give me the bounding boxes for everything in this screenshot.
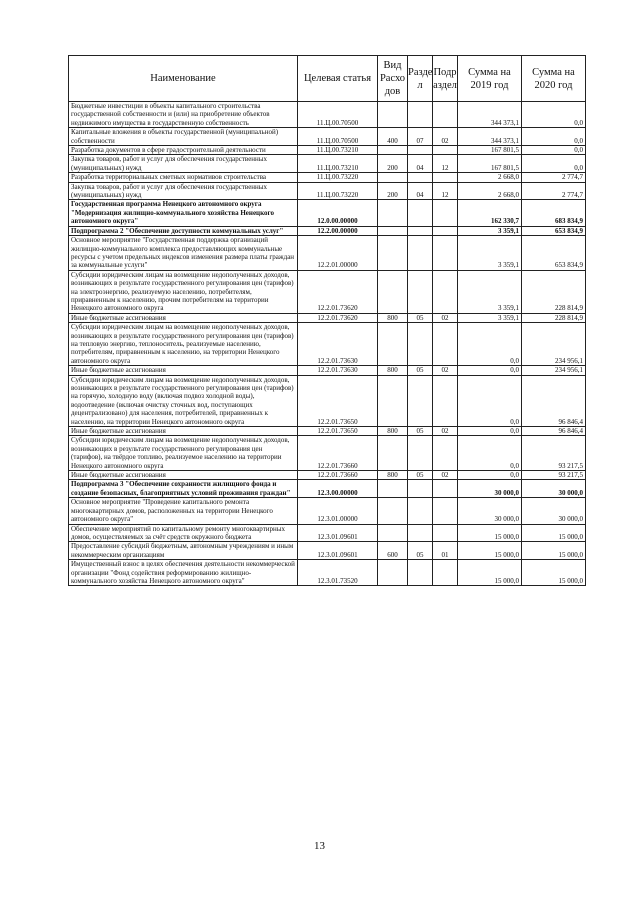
row-section (408, 436, 433, 471)
row-target-code: 12.2.01.73620 (298, 270, 378, 313)
row-sum-2020: 30 000,0 (522, 480, 586, 498)
row-sum-2020: 228 814,9 (522, 313, 586, 322)
table-row (69, 427, 586, 436)
row-subsection (433, 375, 458, 426)
table-row (69, 524, 586, 542)
row-target-code: 12.0.00.00000 (298, 200, 378, 226)
budget-table (68, 55, 586, 586)
row-expense-type: 800 (378, 427, 408, 436)
row-name: Государственная программа Ненецкого автономного округа "Модернизация жилищно-коммунального хозяйства Ненецкого автономного округа" (69, 200, 298, 226)
row-name: Имущественный взнос в целях обеспечения деятельности некоммерческой организации "Фонд содействия реформированию жилищно-коммунального хозяйства Ненецкого автономного округа" (69, 560, 298, 586)
row-sum-2019: 2 668,0 (458, 173, 522, 182)
row-expense-type (378, 498, 408, 524)
row-subsection (433, 323, 458, 366)
row-section (408, 173, 433, 182)
row-section (408, 236, 433, 271)
row-section (408, 480, 433, 498)
row-target-code: 11.Ц.00.73220 (298, 182, 378, 200)
header-razdel: Разде л (408, 56, 433, 102)
row-subsection: 01 (433, 542, 458, 560)
row-expense-type (378, 436, 408, 471)
row-section (408, 270, 433, 313)
row-section: 05 (408, 313, 433, 322)
row-sum-2020: 2 774,7 (522, 173, 586, 182)
table-row (69, 226, 586, 235)
table-header (69, 56, 586, 102)
header-vr: Вид Расхо дов (378, 56, 408, 102)
row-section: 05 (408, 471, 433, 480)
row-target-code: 11.Ц.00.70500 (298, 102, 378, 128)
row-sum-2019: 30 000,0 (458, 480, 522, 498)
row-name: Иные бюджетные ассигнования (69, 313, 298, 322)
row-expense-type: 400 (378, 128, 408, 146)
row-subsection (433, 524, 458, 542)
row-sum-2020: 0,0 (522, 128, 586, 146)
row-sum-2019: 15 000,0 (458, 560, 522, 586)
table-row (69, 313, 586, 322)
table-row (69, 146, 586, 155)
row-subsection (433, 226, 458, 235)
row-name: Субсидии юридическим лицам на возмещение недополученных доходов, возникающих в результате государственного регулирования цен (тарифов) на горячую, холодную воду (включая подвоз холодной воды), водоотведение (включая очистку сточных вод, поступающих децентрализовано) для населения, потребителей, приравненных к населению, на территории Ненецкого автономного округа (69, 375, 298, 426)
header-target: Целевая статья (298, 56, 378, 102)
row-expense-type (378, 173, 408, 182)
row-subsection: 12 (433, 155, 458, 173)
table-row (69, 323, 586, 366)
row-subsection (433, 146, 458, 155)
row-target-code: 11.Ц.00.70500 (298, 128, 378, 146)
row-sum-2020: 93 217,5 (522, 471, 586, 480)
row-sum-2019: 167 801,5 (458, 155, 522, 173)
row-target-code: 11.Ц.00.73220 (298, 173, 378, 182)
row-name: Основное мероприятие "Государственная поддержка организаций жилищно-коммунального комплекса предоставляющих коммунальные ресурсы с учетом предельных индексов изменения размера платы граждан за коммунальные услуги" (69, 236, 298, 271)
row-subsection (433, 200, 458, 226)
table-body (69, 102, 586, 586)
row-subsection: 02 (433, 313, 458, 322)
table-row (69, 102, 586, 128)
row-section (408, 498, 433, 524)
row-expense-type (378, 560, 408, 586)
row-subsection: 02 (433, 366, 458, 375)
row-sum-2019: 2 668,0 (458, 182, 522, 200)
row-target-code: 12.2.01.73660 (298, 436, 378, 471)
row-section (408, 560, 433, 586)
row-sum-2019: 344 373,1 (458, 128, 522, 146)
row-section: 05 (408, 366, 433, 375)
row-section (408, 375, 433, 426)
row-sum-2020: 2 774,7 (522, 182, 586, 200)
row-target-code: 12.3.01.09601 (298, 542, 378, 560)
row-name: Иные бюджетные ассигнования (69, 471, 298, 480)
row-sum-2020: 234 956,1 (522, 366, 586, 375)
row-expense-type (378, 146, 408, 155)
header-sum-2020: Сумма на 2020 год (522, 56, 586, 102)
row-sum-2019: 344 373,1 (458, 102, 522, 128)
row-expense-type: 600 (378, 542, 408, 560)
row-sum-2019: 15 000,0 (458, 542, 522, 560)
row-target-code: 11.Ц.00.73210 (298, 146, 378, 155)
row-sum-2020: 96 846,4 (522, 427, 586, 436)
row-subsection: 02 (433, 128, 458, 146)
row-sum-2020: 683 834,9 (522, 200, 586, 226)
table-row (69, 375, 586, 426)
row-name: Подпрограмма 3 "Обеспечение сохранности жилищного фонда и создание безопасных, благоприятных условий проживания граждан" (69, 480, 298, 498)
row-target-code: 12.2.01.73650 (298, 427, 378, 436)
header-podrazdel: Подр аздел (433, 56, 458, 102)
row-sum-2019: 0,0 (458, 366, 522, 375)
row-expense-type (378, 375, 408, 426)
row-expense-type (378, 270, 408, 313)
row-name: Иные бюджетные ассигнования (69, 366, 298, 375)
table-row (69, 498, 586, 524)
row-expense-type (378, 236, 408, 271)
row-expense-type: 200 (378, 182, 408, 200)
row-expense-type: 800 (378, 313, 408, 322)
row-name: Подпрограмма 2 "Обеспечение доступности коммунальных услуг" (69, 226, 298, 235)
row-sum-2019: 0,0 (458, 471, 522, 480)
table-row (69, 182, 586, 200)
row-subsection (433, 498, 458, 524)
row-subsection (433, 480, 458, 498)
row-section: 05 (408, 427, 433, 436)
row-expense-type (378, 480, 408, 498)
row-target-code: 12.3.01.73520 (298, 560, 378, 586)
row-section: 05 (408, 542, 433, 560)
row-section (408, 226, 433, 235)
row-expense-type: 200 (378, 155, 408, 173)
row-subsection: 02 (433, 427, 458, 436)
row-section (408, 524, 433, 542)
row-name: Субсидии юридическим лицам на возмещение недополученных доходов, возникающих в результате государственного регулирования цен (тарифов), на твёрдое топливо, реализуемое населению на территории Ненецкого автономного округа (69, 436, 298, 471)
table-row (69, 270, 586, 313)
row-name: Разработка территориальных сметных нормативов строительства (69, 173, 298, 182)
row-sum-2019: 3 359,1 (458, 270, 522, 313)
row-target-code: 11.Ц.00.73210 (298, 155, 378, 173)
table-row (69, 542, 586, 560)
table-row (69, 236, 586, 271)
table-row (69, 560, 586, 586)
row-sum-2019: 3 359,1 (458, 236, 522, 271)
row-name: Субсидии юридическим лицам на возмещение недополученных доходов, возникающих в результате государственного регулирования цен (тарифов) на электроэнергию, реализуемую населению, потребителям, приравненным к населению, прочим потребителям на территории Ненецкого автономного округа (69, 270, 298, 313)
row-sum-2020: 653 834,9 (522, 236, 586, 271)
row-sum-2020: 15 000,0 (522, 560, 586, 586)
row-sum-2019: 167 801,5 (458, 146, 522, 155)
row-name: Разработка документов в сфере градостроительной деятельности (69, 146, 298, 155)
row-sum-2020: 0,0 (522, 146, 586, 155)
row-sum-2019: 15 000,0 (458, 524, 522, 542)
row-sum-2020: 0,0 (522, 155, 586, 173)
row-sum-2019: 0,0 (458, 436, 522, 471)
row-subsection (433, 102, 458, 128)
row-target-code: 12.3.01.00000 (298, 498, 378, 524)
row-sum-2020: 653 834,9 (522, 226, 586, 235)
row-section: 04 (408, 182, 433, 200)
row-sum-2019: 162 330,7 (458, 200, 522, 226)
row-name: Субсидии юридическим лицам на возмещение недополученных доходов, возникающих в результате государственного регулирования цен (тарифов) на тепловую энергию, теплоноситель, реализуемые населению, потребителям, приравненным к населению, на территории Ненецкого автономного округа (69, 323, 298, 366)
page-number: 13 (314, 840, 325, 852)
row-name: Обеспечение мероприятий по капитальному ремонту многоквартирных домов, осуществляемых за счёт средств окружного бюджета (69, 524, 298, 542)
row-sum-2020: 234 956,1 (522, 323, 586, 366)
row-subsection (433, 270, 458, 313)
row-sum-2020: 30 000,0 (522, 498, 586, 524)
row-expense-type (378, 524, 408, 542)
table-row (69, 366, 586, 375)
row-subsection (433, 173, 458, 182)
row-subsection: 12 (433, 182, 458, 200)
row-expense-type (378, 102, 408, 128)
row-sum-2019: 3 359,1 (458, 313, 522, 322)
row-target-code: 12.2.01.00000 (298, 236, 378, 271)
row-sum-2020: 15 000,0 (522, 524, 586, 542)
table-row (69, 155, 586, 173)
row-target-code: 12.3.00.00000 (298, 480, 378, 498)
row-expense-type: 800 (378, 366, 408, 375)
table-row (69, 200, 586, 226)
row-name: Основное мероприятие "Проведение капитального ремонта многоквартирных домов, расположенных на территории Ненецкого автономного округа" (69, 498, 298, 524)
row-name: Иные бюджетные ассигнования (69, 427, 298, 436)
row-expense-type (378, 200, 408, 226)
row-target-code: 12.2.01.73630 (298, 323, 378, 366)
table-row (69, 128, 586, 146)
header-sum-2019: Сумма на 2019 год (458, 56, 522, 102)
row-sum-2020: 228 814,9 (522, 270, 586, 313)
row-name: Закупка товаров, работ и услуг для обеспечения государственных (муниципальных) нужд (69, 155, 298, 173)
row-target-code: 12.2.01.73650 (298, 375, 378, 426)
row-name: Бюджетные инвестиции в объекты капитального строительства государственной собственности и (или) на приобретение объектов недвижимого имущества в государственную собственность (69, 102, 298, 128)
row-expense-type (378, 226, 408, 235)
row-sum-2020: 15 000,0 (522, 542, 586, 560)
row-target-code: 12.2.01.73630 (298, 366, 378, 375)
row-sum-2020: 0,0 (522, 102, 586, 128)
row-target-code: 12.2.01.73620 (298, 313, 378, 322)
row-sum-2019: 0,0 (458, 323, 522, 366)
row-sum-2019: 3 359,1 (458, 226, 522, 235)
row-subsection (433, 560, 458, 586)
row-section (408, 200, 433, 226)
row-target-code: 12.2.01.73660 (298, 471, 378, 480)
row-sum-2020: 93 217,5 (522, 436, 586, 471)
row-subsection (433, 236, 458, 271)
row-target-code: 12.2.00.00000 (298, 226, 378, 235)
row-sum-2019: 30 000,0 (458, 498, 522, 524)
row-sum-2019: 0,0 (458, 375, 522, 426)
row-expense-type (378, 323, 408, 366)
row-section (408, 146, 433, 155)
row-target-code: 12.3.01.09601 (298, 524, 378, 542)
row-name: Предоставление субсидий бюджетным, автономным учреждениям и иным некоммерческим организациям (69, 542, 298, 560)
row-sum-2020: 96 846,4 (522, 375, 586, 426)
table-row (69, 480, 586, 498)
table-row (69, 173, 586, 182)
row-name: Капитальные вложения в объекты государственной (муниципальной) собственности (69, 128, 298, 146)
row-subsection: 02 (433, 471, 458, 480)
row-section (408, 323, 433, 366)
row-section (408, 102, 433, 128)
row-sum-2019: 0,0 (458, 427, 522, 436)
row-section: 07 (408, 128, 433, 146)
header-name: Наименование (69, 56, 298, 102)
row-expense-type: 800 (378, 471, 408, 480)
table-row (69, 436, 586, 471)
row-name: Закупка товаров, работ и услуг для обеспечения государственных (муниципальных) нужд (69, 182, 298, 200)
row-subsection (433, 436, 458, 471)
row-section: 04 (408, 155, 433, 173)
table-row (69, 471, 586, 480)
